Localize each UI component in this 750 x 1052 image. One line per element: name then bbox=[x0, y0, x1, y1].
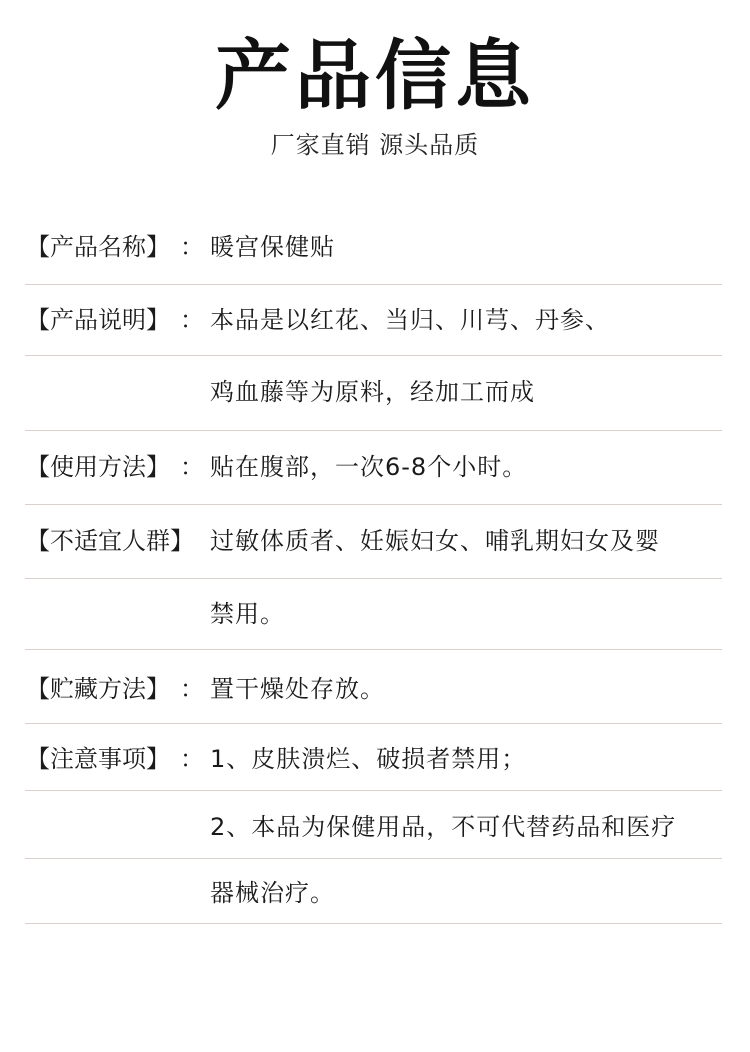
row-label-precautions: 【注意事项】 bbox=[26, 745, 170, 773]
divider bbox=[25, 723, 722, 724]
row-colon: ： bbox=[180, 453, 204, 481]
row-value: 置干燥处存放。 bbox=[210, 675, 385, 703]
row-value: 贴在腹部，一次6-8个小时。 bbox=[210, 453, 528, 481]
divider bbox=[25, 790, 722, 791]
divider bbox=[25, 923, 722, 924]
row-value-continued: 器械治疗。 bbox=[210, 879, 335, 907]
row-value: 过敏体质者、妊娠妇女、哺乳期妇女及婴 bbox=[210, 527, 660, 555]
divider bbox=[25, 649, 722, 650]
row-colon: ： bbox=[180, 675, 204, 703]
row-value-continued: 2、本品为保健用品，不可代替药品和医疗 bbox=[210, 813, 677, 841]
row-value: 暖宫保健贴 bbox=[210, 233, 335, 261]
divider bbox=[25, 578, 722, 579]
divider bbox=[25, 355, 722, 356]
row-label-storage: 【贮藏方法】 bbox=[26, 675, 170, 703]
row-label-usage: 【使用方法】 bbox=[26, 453, 170, 481]
row-label-unsuitable-groups: 【不适宜人群】 bbox=[26, 527, 194, 555]
divider bbox=[25, 430, 722, 431]
row-colon: ： bbox=[180, 233, 204, 261]
divider bbox=[25, 504, 722, 505]
row-value-continued: 鸡血藤等为原料，经加工而成 bbox=[210, 378, 535, 406]
row-colon: ： bbox=[180, 745, 204, 773]
row-label-product-name: 【产品名称】 bbox=[26, 233, 170, 261]
row-colon: ： bbox=[180, 306, 204, 334]
page-title: 产品信息 bbox=[215, 31, 535, 120]
divider bbox=[25, 284, 722, 285]
page-subtitle: 厂家直销 源头品质 bbox=[270, 131, 480, 159]
row-value: 1、皮肤溃烂、破损者禁用； bbox=[210, 745, 527, 773]
row-value: 本品是以红花、当归、川芎、丹参、 bbox=[210, 306, 610, 334]
row-label-product-description: 【产品说明】 bbox=[26, 306, 170, 334]
divider bbox=[25, 858, 722, 859]
row-value-continued: 禁用。 bbox=[210, 600, 285, 628]
